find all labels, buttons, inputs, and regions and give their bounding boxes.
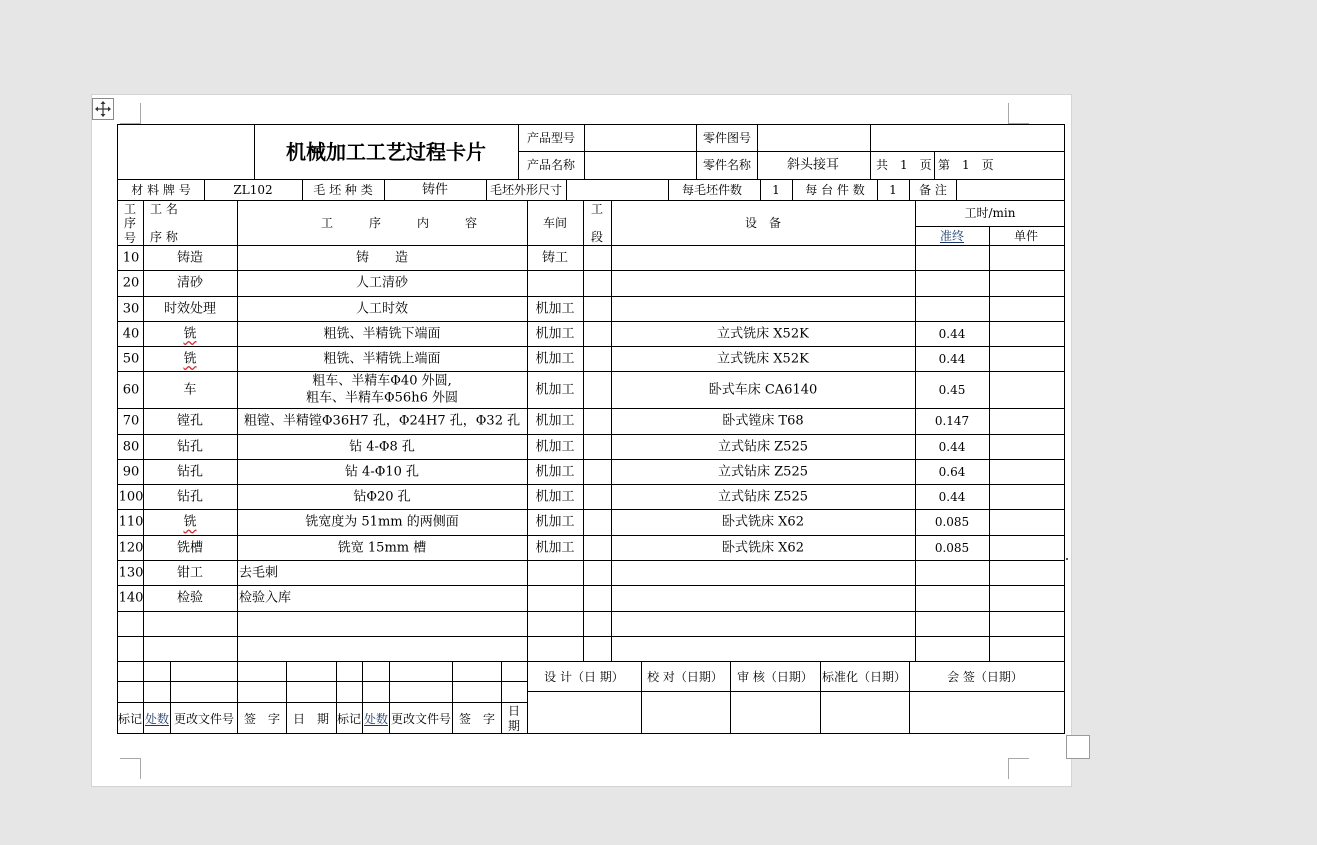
per-blank-value[interactable]: 1: [772, 183, 780, 197]
footer-date-2-top: 日: [507, 704, 521, 718]
col-workshop: 车间: [542, 216, 568, 230]
op-equipment[interactable]: 立式钻床 Z525: [718, 439, 808, 454]
op-no: 10: [122, 250, 140, 265]
op-name[interactable]: 清砂: [176, 275, 204, 291]
part-name-label: 零件名称: [702, 158, 752, 172]
op-no: 40: [122, 326, 140, 341]
op-name[interactable]: 钻孔: [176, 489, 204, 504]
card-title: 机械加工工艺过程卡片: [286, 140, 486, 164]
op-content[interactable]: 铣宽 15mm 槽: [337, 540, 427, 555]
per-blank-label: 每毛坯件数: [681, 183, 743, 197]
col-time-unit: 单件: [1013, 229, 1039, 243]
col-op-name-bottom: 序 称: [150, 230, 178, 244]
op-name[interactable]: 铣: [183, 514, 197, 530]
op-workshop[interactable]: 机加工: [535, 382, 575, 397]
material-label: 材 料 牌 号: [131, 183, 191, 197]
op-no: 110: [118, 514, 144, 530]
op-name[interactable]: 时效处理: [163, 301, 217, 316]
footer-places: 处数: [144, 712, 170, 726]
remark-label: 备 注: [919, 183, 947, 197]
col-op-name-top: 工 名: [150, 202, 178, 216]
col-section-1: 工: [590, 202, 604, 216]
op-content[interactable]: 检验入库: [239, 590, 292, 606]
footer-design: 设 计（日 期）: [544, 670, 624, 684]
op-workshop[interactable]: 机加工: [535, 301, 575, 316]
footer-mark: 标记: [117, 712, 143, 726]
op-content[interactable]: 钻 4-Φ8 孔: [349, 439, 415, 454]
op-name[interactable]: 铣: [183, 326, 197, 341]
op-content[interactable]: 人工时效: [355, 301, 409, 316]
col-section-2: 段: [590, 230, 604, 244]
op-time-prep[interactable]: 0.44: [938, 351, 966, 366]
blank-size-label: 毛坯外形尺寸: [489, 183, 563, 197]
op-workshop[interactable]: 机加工: [535, 439, 575, 454]
op-equipment[interactable]: 卧式铣床 X62: [722, 514, 804, 530]
op-name[interactable]: 钻孔: [176, 439, 204, 454]
page-current: 第 1 页: [938, 158, 994, 172]
footer-check: 校 对（日期）: [647, 670, 723, 684]
col-time-prep: 准终: [939, 229, 965, 243]
op-time-prep[interactable]: 0.44: [938, 439, 966, 454]
op-time-prep[interactable]: 0.147: [934, 414, 970, 428]
op-equipment[interactable]: 立式铣床 X52K: [717, 351, 809, 366]
op-content[interactable]: 粗车、半精车Φ56h6 外圆: [306, 390, 458, 406]
per-unit-label: 每 台 件 数: [805, 183, 865, 197]
op-content[interactable]: 铸 造: [355, 250, 409, 265]
op-time-prep[interactable]: 0.45: [938, 382, 966, 397]
blank-type-value[interactable]: 铸件: [421, 182, 449, 198]
op-workshop[interactable]: 机加工: [535, 489, 575, 504]
op-time-prep[interactable]: 0.44: [938, 326, 966, 341]
op-content[interactable]: 粗铣、半精铣下端面: [323, 326, 441, 341]
op-name[interactable]: 钻孔: [176, 464, 204, 479]
op-no: 30: [122, 301, 140, 316]
col-content: 工 序 内 容: [320, 216, 478, 230]
footer-countersign: 会 签（日期）: [947, 670, 1023, 684]
op-equipment[interactable]: 立式钻床 Z525: [718, 464, 808, 479]
op-name[interactable]: 车: [183, 382, 197, 397]
op-name[interactable]: 钳工: [176, 565, 204, 580]
op-equipment[interactable]: 立式铣床 X52K: [717, 326, 809, 341]
op-content[interactable]: 粗铣、半精铣上端面: [323, 351, 441, 366]
footer-date: 日 期: [292, 712, 330, 726]
footer-mark-2: 标记: [336, 712, 362, 726]
op-no: 70: [122, 413, 140, 429]
op-name[interactable]: 铣槽: [176, 540, 204, 555]
op-workshop[interactable]: 机加工: [535, 351, 575, 366]
product-model-label: 产品型号: [526, 131, 576, 145]
footer-standard: 标准化（日期）: [821, 670, 907, 684]
footer-sign-2: 签 字: [458, 712, 496, 726]
op-equipment[interactable]: 卧式镗床 T68: [722, 413, 804, 429]
op-no: 60: [122, 382, 140, 397]
footer-sign: 签 字: [243, 712, 281, 726]
op-equipment[interactable]: 卧式铣床 X62: [722, 540, 804, 555]
op-name[interactable]: 铣: [183, 351, 197, 366]
op-workshop[interactable]: 铸工: [541, 250, 569, 265]
per-unit-value[interactable]: 1: [889, 183, 897, 197]
op-no: 20: [122, 275, 140, 291]
material-value[interactable]: ZL102: [233, 183, 273, 197]
op-no: 120: [118, 540, 144, 555]
footer-change-doc: 更改文件号: [173, 712, 235, 726]
product-name-label: 产品名称: [526, 158, 576, 172]
op-time-prep[interactable]: 0.085: [934, 515, 970, 529]
part-drawing-label: 零件图号: [702, 131, 752, 145]
op-workshop[interactable]: 机加工: [535, 326, 575, 341]
page-total: 共 1 页: [876, 158, 932, 172]
op-no: 130: [118, 565, 144, 580]
op-no: 100: [118, 489, 144, 504]
op-equipment[interactable]: 立式钻床 Z525: [718, 489, 808, 504]
op-name[interactable]: 检验: [176, 590, 204, 606]
footer-change-doc-2: 更改文件号: [390, 712, 452, 726]
op-content[interactable]: 粗车、半精车Φ40 外圆,: [312, 373, 452, 389]
op-workshop[interactable]: 机加工: [535, 540, 575, 555]
footer-date-2-bottom: 期: [507, 719, 521, 733]
col-seq-no-2: 序: [123, 216, 137, 230]
footer-review: 审 核（日期）: [737, 670, 813, 684]
op-time-prep[interactable]: 0.085: [934, 540, 970, 555]
op-no: 140: [118, 590, 144, 606]
col-seq-no-1: 工: [123, 202, 137, 216]
part-name-value[interactable]: 斜头接耳: [786, 157, 840, 173]
op-content[interactable]: 粗镗、半精镗Φ36H7 孔，Φ24H7 孔，Φ32 孔: [243, 413, 521, 429]
op-name[interactable]: 镗孔: [176, 413, 204, 429]
op-content[interactable]: 去毛刺: [239, 565, 279, 580]
blank-type-label: 毛 坯 种 类: [313, 183, 373, 197]
op-content[interactable]: 钻 4-Φ10 孔: [344, 464, 420, 479]
op-name[interactable]: 铸造: [176, 250, 204, 265]
op-content[interactable]: 钻Φ20 孔: [353, 489, 411, 504]
op-workshop[interactable]: 机加工: [535, 464, 575, 479]
op-time-prep[interactable]: 0.44: [938, 489, 966, 504]
op-content[interactable]: 人工清砂: [355, 275, 409, 291]
op-time-prep[interactable]: 0.64: [938, 464, 966, 479]
op-workshop[interactable]: 机加工: [535, 413, 575, 429]
op-no: 90: [122, 464, 140, 479]
col-equipment: 设 备: [744, 216, 782, 230]
col-time-header: 工时/min: [964, 206, 1016, 220]
op-no: 80: [122, 439, 140, 454]
op-equipment[interactable]: 卧式车床 CA6140: [708, 382, 818, 397]
op-workshop[interactable]: 机加工: [535, 514, 575, 530]
footer-places-2: 处数: [363, 712, 389, 726]
col-seq-no-3: 号: [123, 231, 137, 245]
op-no: 50: [122, 351, 140, 366]
op-content[interactable]: 铣宽度为 51mm 的两侧面: [305, 514, 459, 530]
